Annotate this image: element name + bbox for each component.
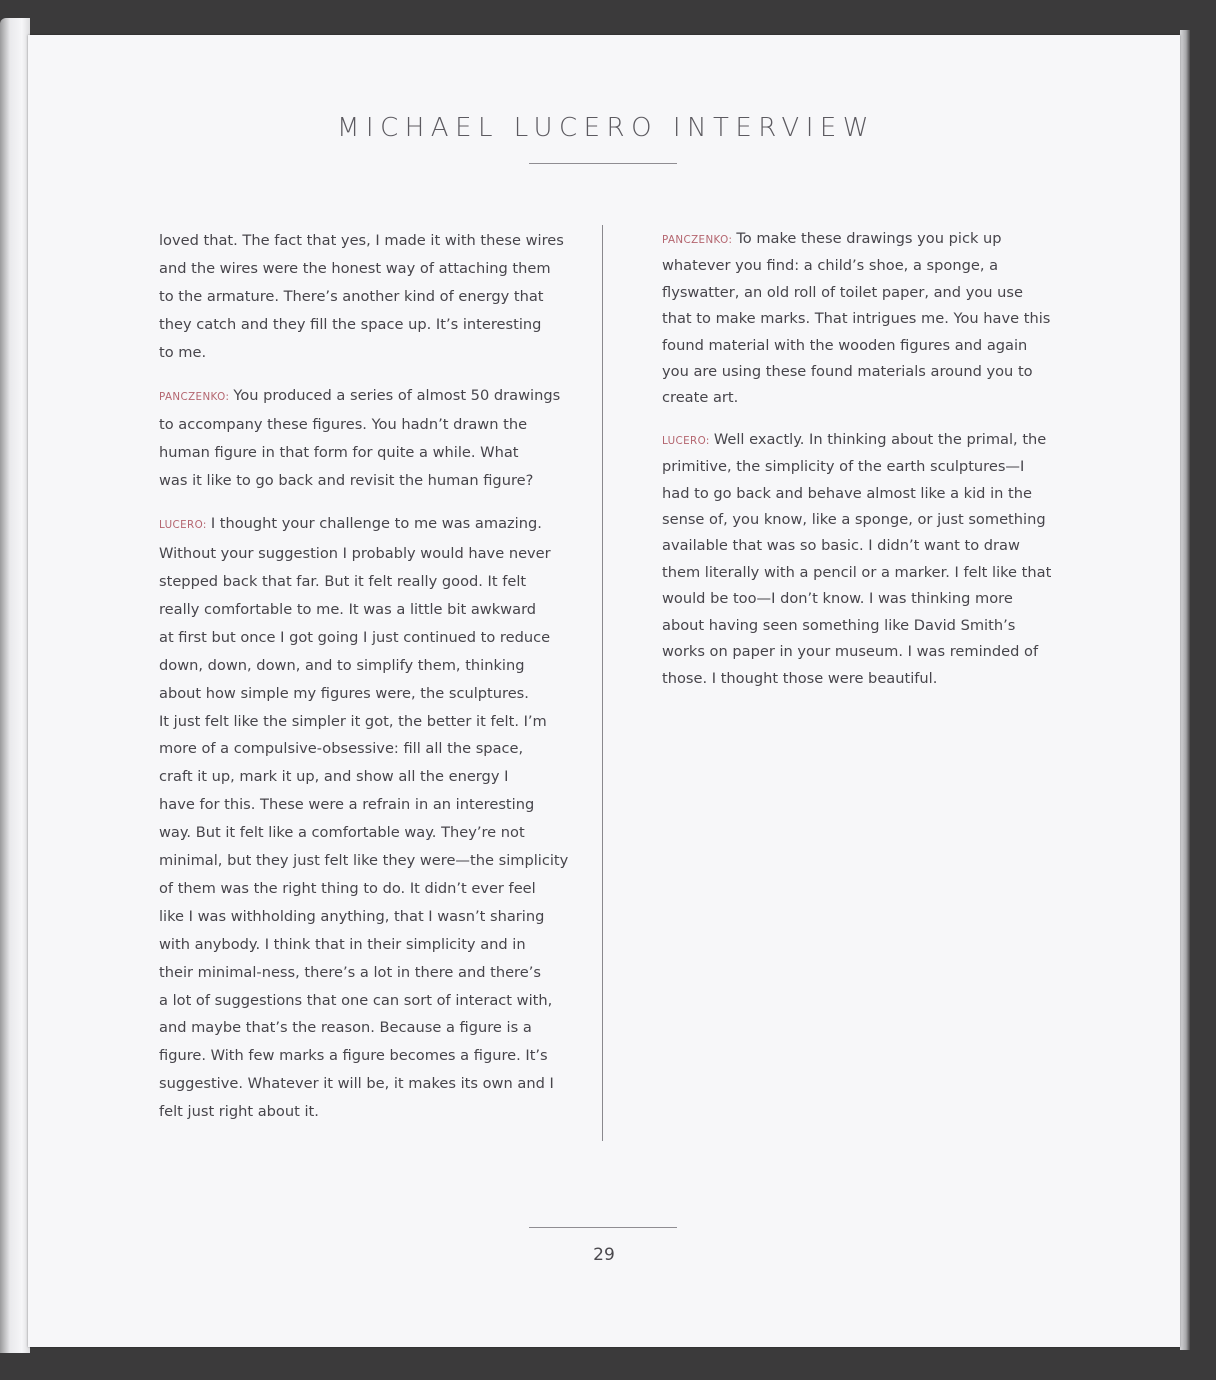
speaker-label: LUCERO:	[159, 519, 207, 532]
interview-paragraph	[662, 427, 1052, 692]
text-line	[159, 875, 559, 903]
text-line	[662, 253, 1038, 279]
text-line	[159, 819, 559, 847]
text-line	[159, 1014, 559, 1042]
left-page-edge	[0, 18, 30, 1353]
title-rule	[529, 163, 677, 164]
line-text: with anybody. I think that in their simplicity and in	[159, 935, 526, 953]
text-line	[159, 382, 559, 412]
line-text: their minimal-ness, there’s a lot in there and there’s	[159, 963, 541, 981]
line-text: available that was so basic. I didn’t want to draw	[662, 537, 1020, 555]
interview-paragraph	[662, 226, 1051, 412]
text-line	[662, 385, 1038, 411]
line-text: works on paper in your museum. I was reminded of	[662, 643, 1039, 661]
line-text: those. I thought those were beautiful.	[662, 669, 938, 687]
line-text: they catch and they fill the space up. It’s interesting	[159, 315, 542, 333]
line-text: to the armature. There’s another kind of energy that	[159, 287, 544, 305]
line-text: have for this. These were a refrain in an interesting	[159, 796, 535, 814]
speaker-label: PANCZENKO:	[159, 390, 230, 403]
text-line	[159, 763, 559, 791]
line-text: felt just right about it.	[159, 1103, 319, 1121]
book-page	[28, 35, 1180, 1347]
line-text: Without your suggestion I probably would have never	[159, 545, 551, 563]
text-line	[159, 959, 559, 987]
line-text: about having seen something like David Smith’s	[662, 616, 1016, 634]
line-text: and the wires were the honest way of attaching them	[159, 259, 551, 277]
line-text: like I was withholding anything, that I wasn’t sharing	[159, 907, 545, 925]
line-text: Well exactly. In thinking about the primal, the	[713, 430, 1047, 448]
text-line	[662, 586, 1038, 612]
text-line	[662, 666, 1038, 692]
line-text: to me.	[159, 343, 207, 361]
text-line	[159, 791, 559, 819]
text-line	[662, 533, 1038, 559]
text-line	[159, 652, 559, 680]
line-text: craft it up, mark it up, and show all the energy I	[159, 768, 509, 786]
text-line	[159, 847, 569, 875]
text-line	[159, 568, 559, 596]
line-text: you are using these found materials around you to	[662, 363, 1033, 381]
text-line	[159, 339, 559, 367]
line-text: primitive, the simplicity of the earth sculptures—I	[662, 458, 1025, 476]
text-line	[159, 1070, 559, 1098]
text-line	[159, 987, 559, 1015]
line-text: stepped back that far. But it felt really good. It felt	[159, 572, 527, 590]
line-text: human figure in that form for quite a while. What	[159, 444, 519, 462]
text-line	[159, 411, 559, 439]
line-text: found material with the wooden figures and again	[662, 336, 1028, 354]
line-text: minimal, but they just felt like they were—the simplicity	[159, 852, 569, 870]
left-column	[159, 227, 569, 1141]
text-line	[159, 467, 559, 495]
line-text: them literally with a pencil or a marker. I felt like that	[662, 563, 1052, 581]
text-line	[662, 226, 1038, 253]
page-number: 29	[593, 1245, 615, 1265]
speaker-label: LUCERO:	[662, 434, 710, 447]
line-text: down, down, down, and to simplify them, thinking	[159, 656, 525, 674]
text-line	[159, 255, 559, 283]
line-text: whatever you find: a child’s shoe, a sponge, a	[662, 257, 999, 275]
line-text: loved that. The fact that yes, I made it with these wires	[159, 232, 564, 249]
page-title: MICHAEL LUCERO INTERVIEW	[336, 113, 876, 143]
line-text: really comfortable to me. It was a little bit awkward	[159, 600, 537, 618]
text-line	[159, 510, 559, 540]
text-line	[159, 439, 559, 467]
text-line	[159, 1098, 559, 1126]
text-line	[662, 333, 1038, 359]
interview-paragraph	[159, 227, 564, 367]
line-text: to accompany these figures. You hadn’t drawn the	[159, 416, 528, 434]
text-line	[159, 903, 559, 931]
line-text: flyswatter, an old roll of toilet paper, and you use	[662, 283, 1023, 301]
text-line	[159, 283, 559, 311]
line-text: It just felt like the simpler it got, the better it felt. I’m	[159, 712, 547, 730]
text-line	[159, 227, 564, 255]
line-text: had to go back and behave almost like a kid in the	[662, 484, 1032, 502]
line-text: To make these drawings you pick up	[736, 230, 1002, 247]
line-text: figure. With few marks a figure becomes a figure. It’s	[159, 1047, 548, 1065]
interview-paragraph	[159, 382, 559, 496]
text-line	[662, 306, 1051, 332]
line-text: suggestive. Whatever it will be, it makes its own and I	[159, 1075, 554, 1093]
line-text: and maybe that’s the reason. Because a figure is a	[159, 1019, 532, 1037]
text-line	[159, 931, 559, 959]
line-text: You produced a series of almost 50 drawings	[233, 386, 561, 404]
page-right-edge	[1180, 30, 1190, 1350]
line-text: at first but once I got going I just continued to reduce	[159, 628, 551, 646]
text-line	[159, 1042, 559, 1070]
line-text: way. But it felt like a comfortable way. They’re not	[159, 824, 525, 842]
line-text: a lot of suggestions that one can sort of interact with,	[159, 991, 553, 1009]
text-line	[159, 680, 559, 708]
text-line	[159, 540, 559, 568]
line-text: was it like to go back and revisit the human figure?	[159, 472, 534, 490]
column-divider	[602, 225, 603, 1141]
speaker-label: PANCZENKO:	[662, 234, 733, 246]
text-line	[159, 624, 559, 652]
text-line	[662, 639, 1038, 665]
text-line	[662, 507, 1046, 533]
right-column	[662, 226, 1052, 707]
text-line	[159, 596, 559, 624]
line-text: would be too—I don’t know. I was thinking more	[662, 590, 1013, 608]
line-text: sense of, you know, like a sponge, or just something	[662, 511, 1046, 529]
text-line	[662, 427, 1047, 454]
line-text: that to make marks. That intrigues me. You have this	[662, 310, 1051, 328]
line-text: more of a compulsive-obsessive: fill all the space,	[159, 740, 524, 758]
text-line	[159, 708, 559, 736]
interview-paragraph	[159, 510, 569, 1126]
text-line	[662, 560, 1052, 586]
text-line	[662, 613, 1038, 639]
footer-rule	[529, 1227, 677, 1228]
line-text: about how simple my figures were, the sculptures.	[159, 684, 529, 702]
line-text: create art.	[662, 389, 739, 407]
text-line	[662, 359, 1038, 385]
line-text: of them was the right thing to do. It didn’t ever feel	[159, 879, 536, 897]
text-line	[662, 481, 1038, 507]
text-line	[662, 280, 1038, 306]
line-text: I thought your challenge to me was amazing.	[210, 515, 542, 533]
text-line	[159, 735, 559, 763]
text-line	[159, 311, 559, 339]
text-line	[662, 454, 1038, 480]
